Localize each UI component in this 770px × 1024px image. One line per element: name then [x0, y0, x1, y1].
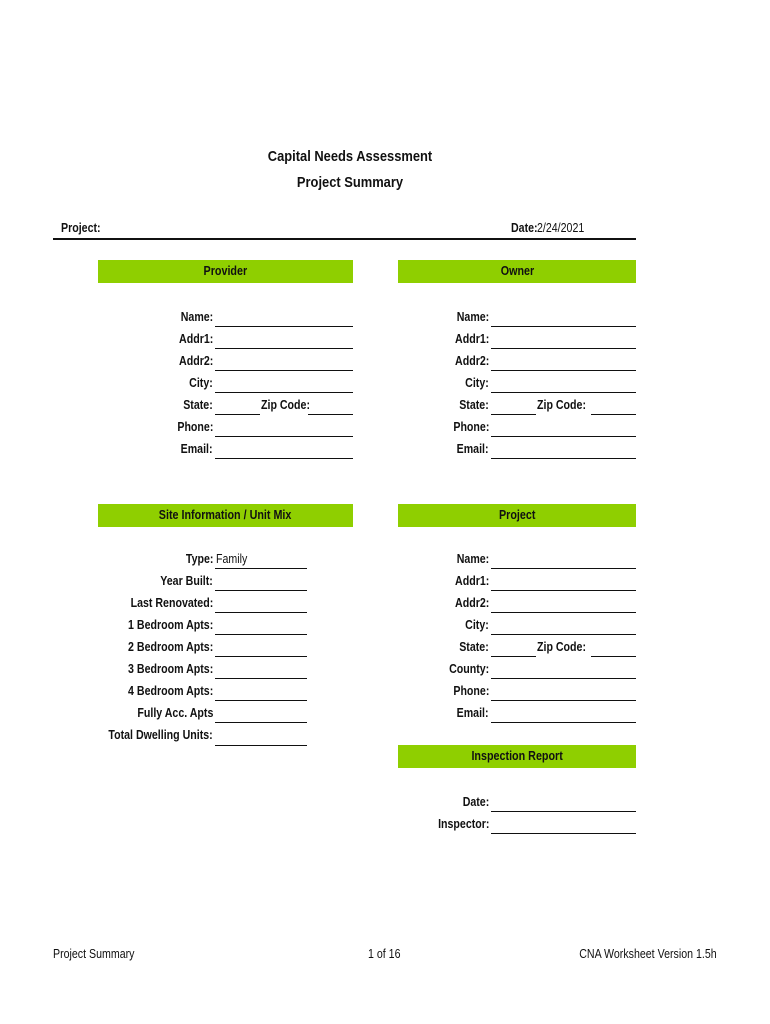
project-addr2-field[interactable] — [491, 612, 636, 613]
site-4br-label: 4 Bedroom Apts: — [127, 684, 213, 698]
provider-email-field[interactable] — [215, 458, 353, 459]
site-total-units-label: Total Dwelling Units: — [108, 728, 213, 742]
site-info-band: Site Information / Unit Mix — [98, 504, 353, 527]
inspection-band: Inspection Report — [398, 745, 636, 768]
provider-state-label: State: — [183, 398, 213, 412]
provider-name-label: Name: — [180, 310, 213, 324]
site-3br-label: 3 Bedroom Apts: — [127, 662, 213, 676]
provider-city-field[interactable] — [215, 392, 353, 393]
project-band: Project — [398, 504, 636, 527]
project-label: Project: — [61, 221, 101, 235]
owner-name-label: Name: — [456, 310, 489, 324]
project-addr1-label: Addr1: — [454, 574, 489, 588]
owner-addr2-label: Addr2: — [454, 354, 489, 368]
project-addr1-field[interactable] — [491, 590, 636, 591]
project-state-label: State: — [459, 640, 489, 654]
project-email-field[interactable] — [491, 722, 636, 723]
project-city-field[interactable] — [491, 634, 636, 635]
site-total-units-field[interactable] — [215, 745, 307, 746]
site-type-field[interactable] — [215, 568, 307, 569]
footer-page-number: 1 of 16 — [368, 947, 401, 961]
owner-addr1-field[interactable] — [491, 348, 636, 349]
provider-name-field[interactable] — [215, 326, 353, 327]
inspection-date-label: Date: — [462, 795, 489, 809]
project-city-label: City: — [465, 618, 489, 632]
owner-email-label: Email: — [457, 442, 489, 456]
owner-addr2-field[interactable] — [491, 370, 636, 371]
owner-email-field[interactable] — [491, 458, 636, 459]
site-1br-field[interactable] — [215, 634, 307, 635]
site-2br-label: 2 Bedroom Apts: — [127, 640, 213, 654]
owner-band: Owner — [398, 260, 636, 283]
owner-phone-label: Phone: — [452, 420, 489, 434]
provider-addr2-label: Addr2: — [178, 354, 213, 368]
provider-phone-label: Phone: — [176, 420, 213, 434]
footer-version: CNA Worksheet Version 1.5h — [579, 947, 717, 961]
footer-sheet-name: Project Summary — [53, 947, 135, 961]
project-state-field[interactable] — [491, 656, 536, 657]
site-last-renovated-field[interactable] — [215, 612, 307, 613]
provider-zip-label: Zip Code: — [261, 398, 310, 412]
site-year-built-field[interactable] — [215, 590, 307, 591]
provider-city-label: City: — [189, 376, 213, 390]
owner-state-label: State: — [459, 398, 489, 412]
project-phone-field[interactable] — [491, 700, 636, 701]
owner-state-field[interactable] — [491, 414, 536, 415]
inspection-date-field[interactable] — [491, 811, 636, 812]
provider-addr1-label: Addr1: — [178, 332, 213, 346]
owner-addr1-label: Addr1: — [454, 332, 489, 346]
project-phone-label: Phone: — [452, 684, 489, 698]
document-title: Capital Needs Assessment — [267, 148, 433, 165]
project-name-label: Name: — [456, 552, 489, 566]
site-4br-field[interactable] — [215, 700, 307, 701]
document-subtitle: Project Summary — [296, 174, 404, 191]
owner-name-field[interactable] — [491, 326, 636, 327]
inspection-inspector-field[interactable] — [491, 833, 636, 834]
owner-city-field[interactable] — [491, 392, 636, 393]
site-2br-field[interactable] — [215, 656, 307, 657]
site-type-value[interactable]: Family — [216, 552, 248, 566]
site-3br-field[interactable] — [215, 678, 307, 679]
provider-addr1-field[interactable] — [215, 348, 353, 349]
site-1br-label: 1 Bedroom Apts: — [127, 618, 213, 632]
project-county-field[interactable] — [491, 678, 636, 679]
project-name-field[interactable] — [491, 568, 636, 569]
site-type-label: Type: — [185, 552, 213, 566]
date-value[interactable]: 2/24/2021 — [537, 221, 585, 235]
date-label: Date: — [511, 221, 538, 235]
site-fully-acc-label: Fully Acc. Apts — [137, 706, 213, 720]
site-year-built-label: Year Built: — [160, 574, 213, 588]
provider-band: Provider — [98, 260, 353, 283]
provider-state-field[interactable] — [215, 414, 260, 415]
project-county-label: County: — [448, 662, 489, 676]
inspection-inspector-label: Inspector: — [437, 817, 489, 831]
header-rule — [53, 238, 636, 240]
project-zip-label: Zip Code: — [537, 640, 586, 654]
provider-addr2-field[interactable] — [215, 370, 353, 371]
project-email-label: Email: — [457, 706, 489, 720]
owner-phone-field[interactable] — [491, 436, 636, 437]
provider-zip-field[interactable] — [308, 414, 353, 415]
provider-phone-field[interactable] — [215, 436, 353, 437]
site-fully-acc-field[interactable] — [215, 722, 307, 723]
project-addr2-label: Addr2: — [454, 596, 489, 610]
owner-zip-field[interactable] — [591, 414, 636, 415]
provider-email-label: Email: — [181, 442, 213, 456]
owner-city-label: City: — [465, 376, 489, 390]
project-zip-field[interactable] — [591, 656, 636, 657]
site-last-renovated-label: Last Renovated: — [130, 596, 213, 610]
owner-zip-label: Zip Code: — [537, 398, 586, 412]
